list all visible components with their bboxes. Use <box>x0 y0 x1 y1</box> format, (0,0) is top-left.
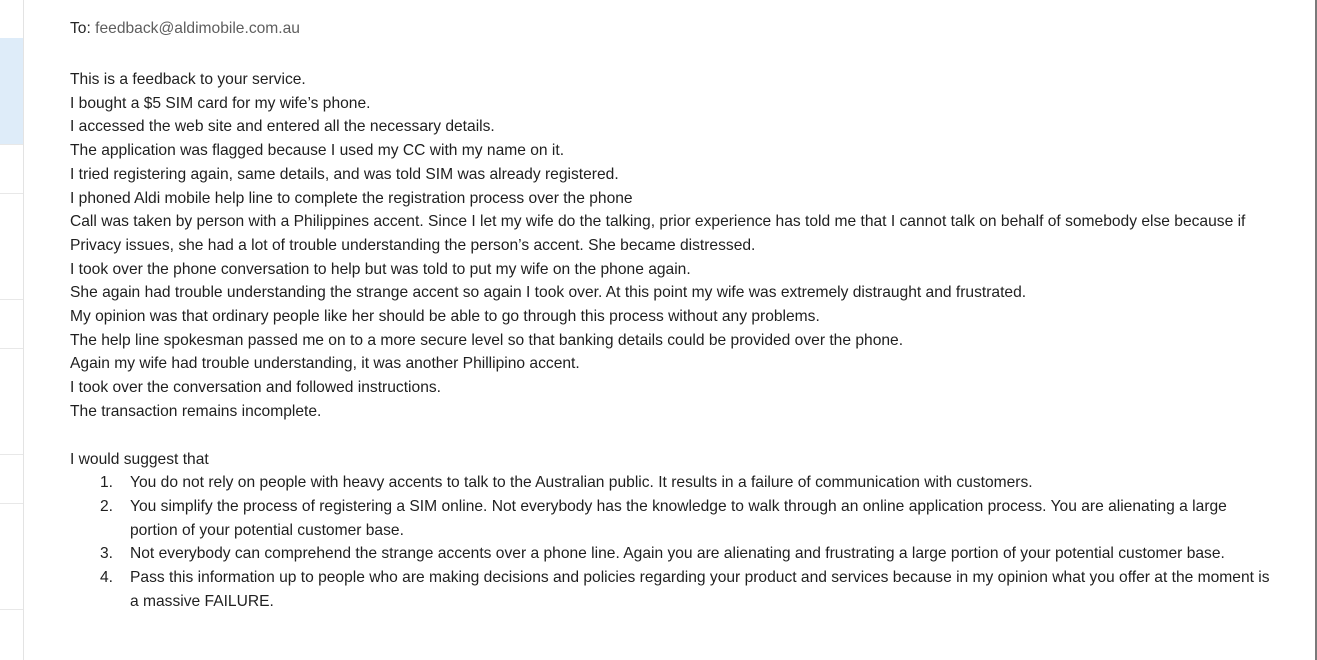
body-line: I accessed the web site and entered all the necessary details. <box>70 118 495 136</box>
paragraph-gap <box>70 424 1270 448</box>
body-line: I tried registering again, same details, and was told SIM was already registered. <box>70 165 619 183</box>
body-line: I took over the conversation and followed instructions. <box>70 379 441 397</box>
suggestion-number: 4. <box>100 569 114 587</box>
message-list-item[interactable] <box>0 504 23 610</box>
body-line: The transaction remains incomplete. <box>70 402 322 420</box>
body-line: The help line spokesman passed me on to a more secure level so that banking details could be provided over the phone. <box>70 331 904 349</box>
message-list-item[interactable] <box>0 349 23 455</box>
suggestion-number: 1. <box>100 474 114 492</box>
body-line: My opinion was that ordinary people like her should be able to go through this process without any problems. <box>70 308 820 326</box>
suggestion-text: You do not rely on people with heavy accents to talk to the Australian public. It results in a failure of communication with customers. <box>130 474 1033 492</box>
body-line: I bought a $5 SIM card for my wife’s phone. <box>70 94 371 112</box>
suggestion-list <box>70 471 1270 613</box>
to-label: To: <box>70 20 91 37</box>
suggestion-item <box>70 566 1270 613</box>
suggestion-number: 3. <box>100 545 114 563</box>
email-compose-body[interactable] <box>70 18 1270 613</box>
message-list-item[interactable] <box>0 194 23 300</box>
suggestion-number: 2. <box>100 497 114 515</box>
body-line: Again my wife had trouble understanding, it was another Phillipino accent. <box>70 355 580 373</box>
body-line: I took over the phone conversation to help but was told to put my wife on the phone again. <box>70 260 691 278</box>
to-address[interactable]: feedback@aldimobile.com.au <box>95 20 300 37</box>
email-body[interactable] <box>70 68 1270 613</box>
message-list-item-selected[interactable] <box>0 38 23 145</box>
body-line: I phoned Aldi mobile help line to complete the registration process over the phone <box>70 189 633 207</box>
body-line: The application was flagged because I used my CC with my name on it. <box>70 142 565 160</box>
message-list-item[interactable] <box>0 455 23 504</box>
suggestion-text: Not everybody can comprehend the strange accents over a phone line. Again you are alienating and frustrating a large portion of your potential customer base. <box>130 545 1225 563</box>
suggestion-text: You simplify the process of registering a SIM online. Not everybody has the knowledge to walk through an online application process. You are alienating a large portion of your potential customer base. <box>130 497 1227 539</box>
suggestion-text: Pass this information up to people who are making decisions and policies regarding your product and services because in my opinion what you offer at the moment is a massive FAILURE. <box>130 569 1270 610</box>
suggestion-item <box>70 495 1270 542</box>
message-list-item[interactable] <box>0 145 23 194</box>
body-line: Call was taken by person with a Philippines accent. Since I let my wife do the talking, prior experience has told me that I cannot talk on behalf of somebody else because if Privacy issues, she had a lot of trouble understanding the person’s accent. She became distressed. <box>70 213 1250 254</box>
message-list-item[interactable] <box>0 300 23 349</box>
suggestion-item <box>70 471 1270 495</box>
body-line: She again had trouble understanding the strange accent so again I took over. At this point my wife was extremely distraught and frustrated. <box>70 284 1027 302</box>
to-line <box>70 18 1270 40</box>
message-list-edge <box>0 0 24 660</box>
suggest-intro: I would suggest that <box>70 450 209 468</box>
body-line: This is a feedback to your service. <box>70 71 306 88</box>
suggestion-item <box>70 542 1270 566</box>
